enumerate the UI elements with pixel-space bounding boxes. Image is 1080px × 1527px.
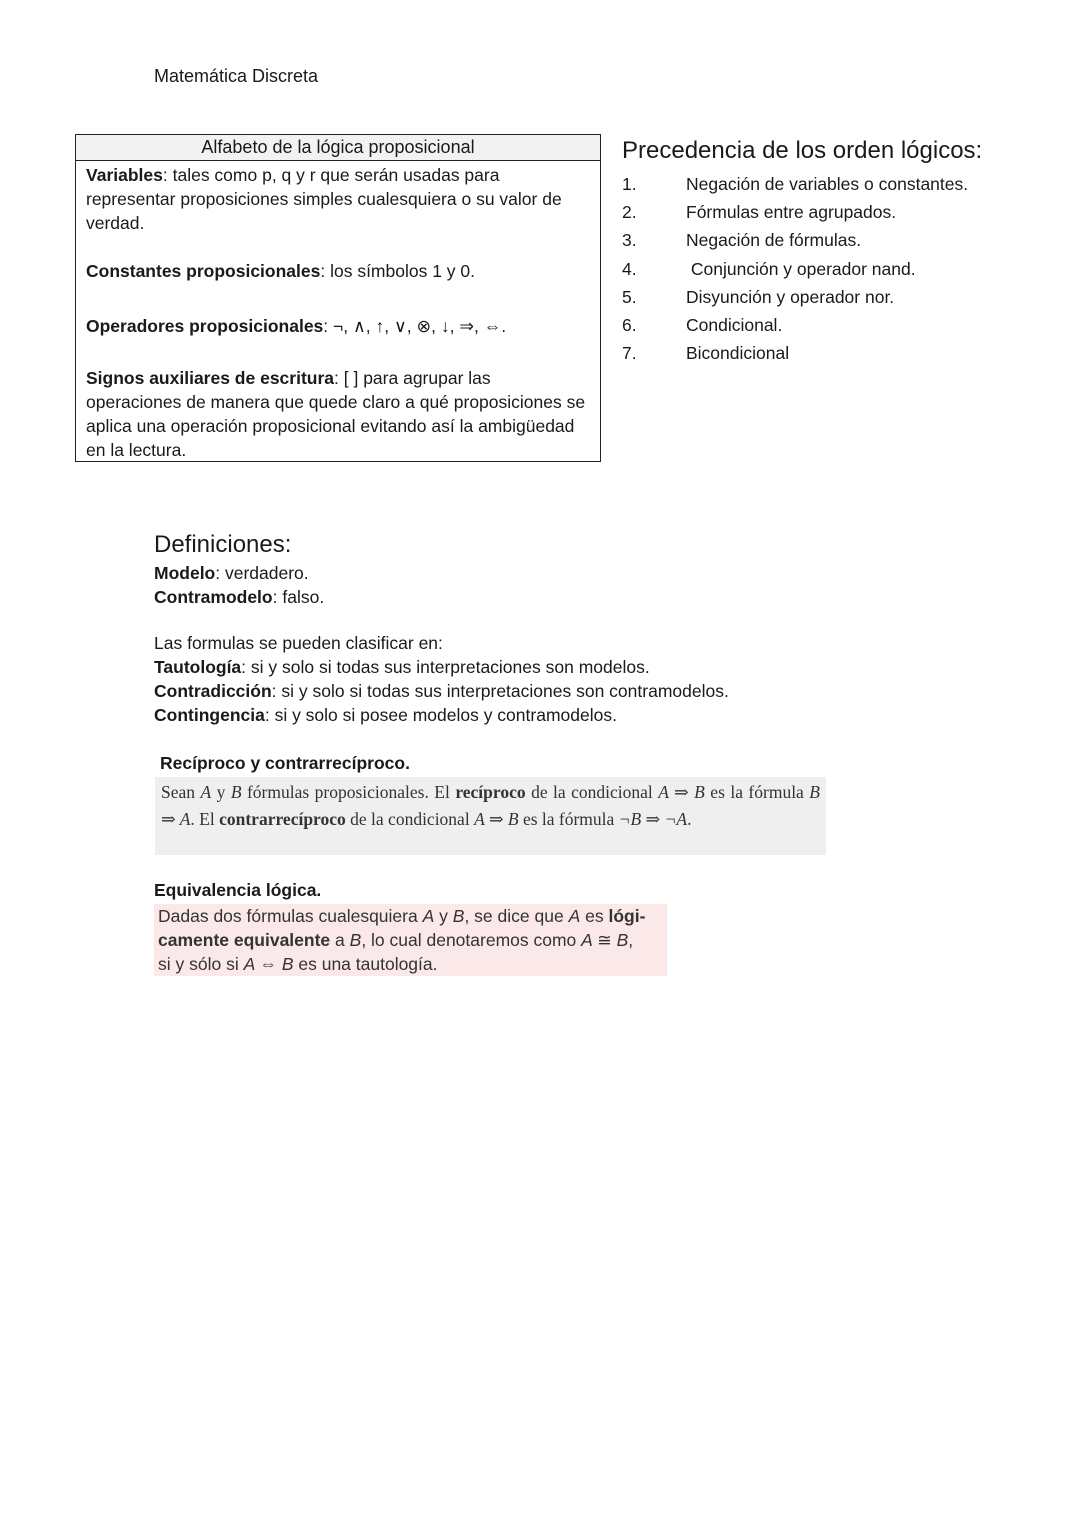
reciprocal-definition-box — [155, 777, 826, 855]
precedence-item — [622, 283, 968, 311]
model-label: Modelo — [154, 563, 216, 583]
reciprocal-text: Sean — [161, 782, 201, 802]
equivalence-text: si y sólo si — [158, 954, 244, 974]
equivalence-text: a — [330, 930, 350, 950]
classification-block — [154, 631, 729, 727]
reciprocal-title: Recíproco y contrarrecíproco. — [160, 753, 410, 773]
equivalence-term: camente equivalente — [158, 930, 331, 950]
precedence-number: 7. — [622, 343, 637, 364]
contingency-definition — [154, 703, 729, 727]
constants-paragraph — [86, 259, 590, 283]
precedence-title: Precedencia de los orden lógicos: — [622, 137, 983, 164]
equivalence-text: , — [628, 930, 634, 950]
reciprocal-text: es la fórmula — [704, 782, 810, 802]
precedence-number: 3. — [622, 230, 637, 251]
math-formula: A ≅ B — [581, 930, 629, 950]
constants-text: : los símbolos 1 y 0. — [320, 261, 476, 281]
precedence-item — [622, 311, 968, 339]
countermodel-label: Contramodelo — [154, 587, 273, 607]
math-formula: B ⇒ A — [161, 782, 820, 829]
contingency-label: Contingencia — [154, 705, 265, 725]
reciprocal-text: . — [687, 809, 692, 829]
math-variable: B — [349, 930, 362, 950]
contingency-text: : si y solo si posee modelos y contramodelos. — [264, 705, 617, 725]
variables-paragraph — [86, 163, 590, 235]
precedence-number: 6. — [622, 314, 637, 335]
precedence-text: Negación de variables o constantes. — [686, 174, 969, 194]
math-formula: A ⇔ B — [243, 954, 294, 974]
precedence-text: Negación de fórmulas. — [686, 230, 862, 251]
equivalence-text: , lo cual denotaremos como — [361, 930, 582, 950]
operators-label: Operadores proposicionales — [86, 316, 324, 336]
precedence-number: 2. — [622, 202, 637, 223]
equivalence-definition-box — [154, 904, 667, 976]
precedence-text: Bicondicional — [686, 343, 790, 364]
signs-label: Signos auxiliares de escritura — [86, 368, 335, 388]
signs-paragraph — [86, 366, 590, 462]
equivalence-line — [158, 952, 663, 976]
math-variable: B — [452, 906, 465, 926]
precedence-number: 5. — [622, 286, 637, 307]
reciprocal-text: . El — [190, 809, 220, 829]
math-variable: A — [422, 906, 435, 926]
contradiction-text: : si y solo si todas sus interpretaciones son contramodelos. — [271, 681, 729, 701]
math-formula: A ⇒ B — [474, 809, 519, 829]
constants-label: Constantes proposicionales — [86, 261, 321, 281]
precedence-text: Condicional. — [686, 314, 783, 335]
precedence-item — [622, 198, 968, 226]
equivalence-text: y — [434, 906, 453, 926]
alphabet-title: Alfabeto de la lógica proposicional — [76, 135, 600, 161]
precedence-number: 1. — [622, 174, 637, 194]
alphabet-body — [76, 161, 600, 462]
variables-label: Variables — [86, 165, 163, 185]
reciprocal-term: recíproco — [455, 782, 526, 802]
math-variable: A — [568, 906, 581, 926]
precedence-list — [622, 170, 968, 367]
definitions-title: Definiciones: — [154, 531, 292, 558]
precedence-item — [622, 226, 968, 254]
equivalence-title: Equivalencia lógica. — [154, 880, 322, 900]
math-formula: ¬B ⇒ ¬A — [618, 809, 688, 829]
alphabet-box — [75, 134, 601, 462]
equivalence-text: Dadas dos fórmulas cualesquiera — [158, 906, 423, 926]
contrareciprocal-term: contrarrecíproco — [219, 809, 346, 829]
math-variable: B — [230, 782, 242, 802]
equivalence-line — [158, 904, 663, 928]
countermodel-text: : falso. — [272, 587, 325, 607]
contradiction-label: Contradicción — [154, 681, 272, 701]
operators-text: : ¬, ∧, ↑, ∨, ⊗, ↓, ⇒, ⇔. — [323, 316, 507, 336]
tautology-text: : si y solo si todas sus interpretaciones son modelos. — [241, 657, 650, 677]
signs-text: : [ ] para agrupar las operaciones de manera que quede claro a qué proposiciones se aplica una operación proposicional evitando así la ambigüedad en la lectura. — [86, 368, 586, 460]
reciprocal-text: es la fórmula — [518, 809, 619, 829]
precedence-item — [622, 170, 968, 198]
precedence-item — [622, 339, 968, 367]
precedence-text: Fórmulas entre agrupados. — [686, 202, 897, 223]
precedence-item — [622, 255, 968, 283]
model-text: : verdadero. — [215, 563, 309, 583]
reciprocal-text: de la condicional — [345, 809, 475, 829]
equivalence-text: , se dice que — [464, 906, 569, 926]
tautology-definition — [154, 655, 729, 679]
reciprocal-text: de la condicional — [525, 782, 659, 802]
equivalence-term: lógi- — [608, 906, 646, 926]
math-formula: A ⇒ B — [658, 782, 705, 802]
classification-intro: Las formulas se pueden clasificar en: — [154, 633, 443, 653]
variables-text: : tales como p, q y r que serán usadas para representar proposiciones simples cualesquiera o su valor de verdad. — [86, 165, 562, 233]
precedence-text: Conjunción y operador nand. — [686, 258, 916, 279]
reciprocal-text: y — [211, 782, 231, 802]
countermodel-definition — [154, 585, 324, 609]
contradiction-definition — [154, 679, 729, 703]
operators-paragraph — [86, 314, 590, 338]
model-definition — [154, 561, 324, 585]
tautology-label: Tautología — [154, 657, 242, 677]
reciprocal-text: fórmulas proposicionales. El — [241, 782, 456, 802]
document-header: Matemática Discreta — [154, 66, 319, 86]
math-variable: A — [200, 782, 212, 802]
equivalence-line — [158, 928, 663, 952]
equivalence-text: es una tautología. — [293, 954, 438, 974]
precedence-text: Disyunción y operador nor. — [686, 286, 895, 307]
definitions-list — [154, 561, 324, 609]
precedence-number: 4. — [622, 258, 637, 279]
equivalence-text: es — [580, 906, 609, 926]
